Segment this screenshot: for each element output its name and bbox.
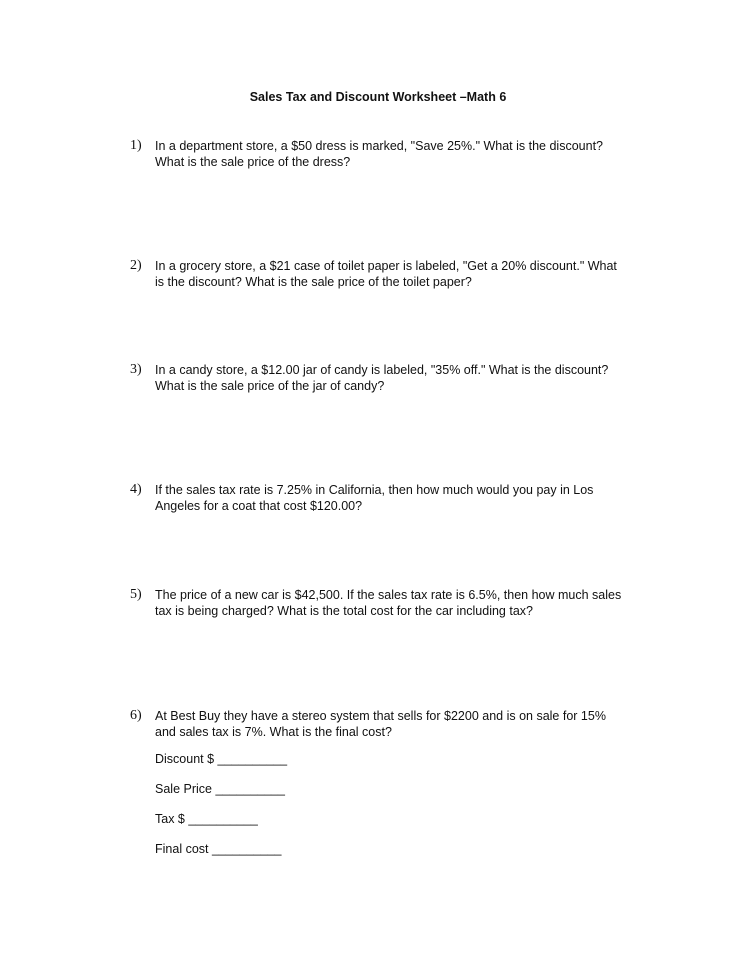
question-text: In a department store, a $50 dress is marked, "Save 25%." What is the discount? — [155, 139, 603, 153]
question-number: 2) — [130, 258, 142, 273]
question-text: Angeles for a coat that cost $120.00? — [155, 499, 363, 513]
question-number: 4) — [130, 482, 142, 497]
question-text: What is the sale price of the dress? — [155, 155, 351, 169]
question-number: 3) — [130, 362, 142, 377]
question-number: 1) — [130, 138, 142, 153]
sale-price-answer-line: Sale Price __________ — [155, 782, 285, 796]
question-number: 6) — [130, 708, 142, 723]
question-text: tax is being charged? What is the total cost for the car including tax? — [155, 604, 533, 618]
question-number: 5) — [130, 587, 142, 602]
question-text: If the sales tax rate is 7.25% in California, then how much would you pay in Los — [155, 483, 594, 497]
question-text: At Best Buy they have a stereo system that sells for $2200 and is on sale for 15% — [155, 709, 606, 723]
question-text: The price of a new car is $42,500. If the sales tax rate is 6.5%, then how much sales — [155, 588, 622, 602]
tax-answer-line: Tax $ __________ — [155, 812, 258, 826]
worksheet-title: Sales Tax and Discount Worksheet –Math 6 — [249, 90, 507, 104]
question-text: In a candy store, a $12.00 jar of candy is labeled, "35% off." What is the discount? — [155, 363, 609, 377]
question-text: is the discount? What is the sale price of the toilet paper? — [155, 275, 472, 289]
question-text: In a grocery store, a $21 case of toilet paper is labeled, "Get a 20% discount." What — [155, 259, 617, 273]
final-cost-answer-line: Final cost __________ — [155, 842, 282, 856]
question-text: What is the sale price of the jar of candy? — [155, 379, 385, 393]
discount-answer-line: Discount $ __________ — [155, 752, 288, 766]
question-text: and sales tax is 7%. What is the final cost? — [155, 725, 392, 739]
